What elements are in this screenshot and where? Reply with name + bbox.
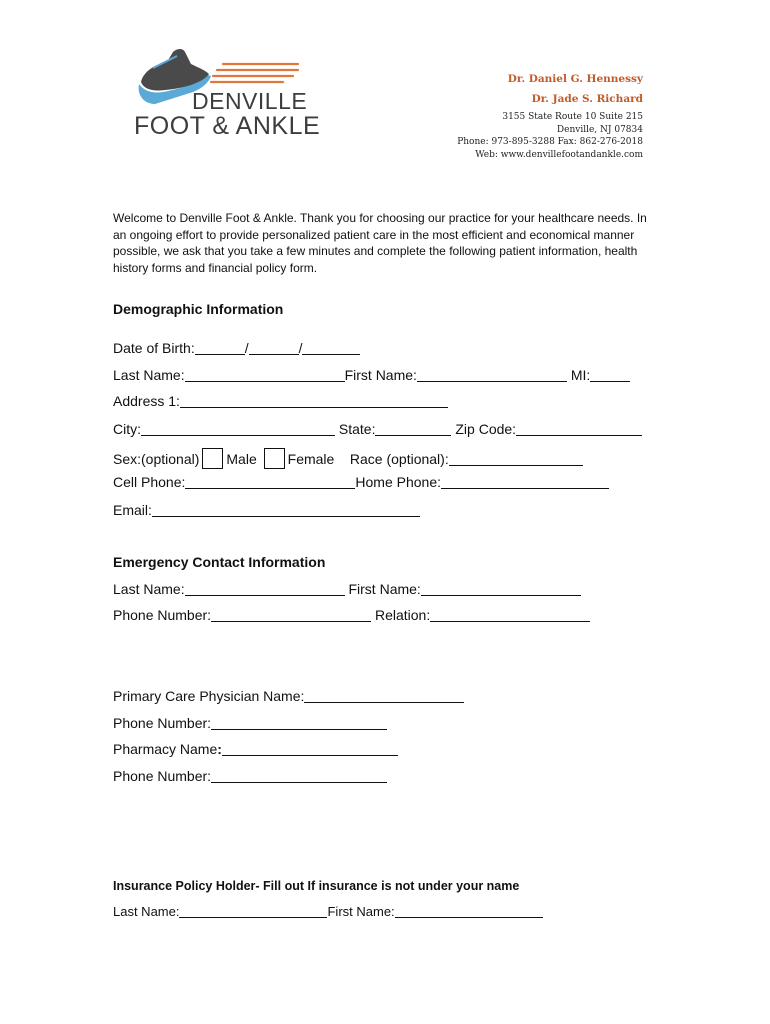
dob-slash-2: /: [298, 340, 303, 356]
cell-phone-field[interactable]: [185, 474, 355, 489]
city-row: [113, 421, 642, 437]
pcp-phone-label: Phone Number:: [113, 715, 212, 731]
dob-year-field[interactable]: [302, 340, 360, 355]
dob-day-field[interactable]: [249, 340, 299, 355]
home-phone-label: Home Phone:: [355, 474, 441, 490]
male-checkbox[interactable]: [202, 448, 223, 469]
emergency-section-title: Emergency Contact Information: [113, 554, 326, 570]
logo-line-denville: DENVILLE: [192, 88, 308, 114]
pharmacy-phone-field[interactable]: [211, 768, 387, 783]
emergency-phone-row: [113, 607, 590, 623]
doctor-name-1: Dr. Daniel G. Hennessy: [507, 73, 643, 85]
emergency-phone-field[interactable]: [211, 607, 371, 622]
pcp-phone-row: [113, 715, 387, 731]
pharmacy-phone-row: [113, 768, 387, 784]
phones-row: [113, 474, 609, 490]
pcp-label: Primary Care Physician Name:: [113, 688, 305, 704]
emergency-last-name-label: Last Name:: [113, 581, 185, 597]
first-name-field[interactable]: [417, 367, 567, 382]
dob-slash-1: /: [244, 340, 249, 356]
male-label: Male: [226, 451, 257, 467]
race-label: Race (optional):: [349, 451, 449, 467]
city-field[interactable]: [141, 421, 335, 436]
state-label: State:: [338, 421, 376, 437]
address-row: [113, 393, 448, 409]
pharmacy-row: [113, 741, 398, 757]
emergency-first-name-label: First Name:: [348, 581, 421, 597]
sex-label: Sex:(optional): [113, 451, 200, 467]
zip-field[interactable]: [516, 421, 642, 436]
insurance-last-name-field[interactable]: [179, 903, 327, 918]
pcp-phone-field[interactable]: [211, 715, 387, 730]
address-line-1: 3155 State Route 10 Suite 215: [502, 112, 643, 122]
race-field[interactable]: [449, 451, 583, 466]
pharmacy-colon: :: [217, 741, 222, 757]
first-name-label: First Name:: [344, 367, 417, 383]
pharmacy-field[interactable]: [222, 741, 398, 756]
website-line: Web: www.denvillefootandankle.com: [475, 149, 643, 160]
insurance-first-name-field[interactable]: [395, 903, 543, 918]
demographic-section-title: Demographic Information: [113, 301, 284, 317]
dob-month-field[interactable]: [195, 340, 245, 355]
last-name-field[interactable]: [185, 367, 345, 382]
dob-row: [113, 340, 360, 356]
email-label: Email:: [113, 502, 152, 518]
mi-field[interactable]: [590, 367, 630, 382]
pharmacy-label: Pharmacy Name: [113, 741, 218, 757]
emergency-last-name-field[interactable]: [185, 581, 345, 596]
cell-phone-label: Cell Phone:: [113, 474, 186, 490]
sex-race-row: [113, 448, 583, 469]
address1-field[interactable]: [180, 393, 448, 408]
doctor-name-2: Dr. Jade S. Richard: [531, 93, 643, 105]
welcome-paragraph: Welcome to Denville Foot & Ankle. Thank you for choosing our practice for your healthcare needs. In an ongoing effort to provide personalized patient care in the most efficient and economical manner possible, we ask that you take a few minutes and complete the following patient information, health history forms and financial policy form.: [113, 211, 647, 275]
emergency-phone-label: Phone Number:: [113, 607, 212, 623]
female-checkbox[interactable]: [264, 448, 285, 469]
mi-label: MI:: [570, 367, 591, 383]
email-row: [113, 502, 420, 518]
address-line-2: Denville, NJ 07834: [556, 124, 643, 135]
insurance-last-name-label: Last Name:: [113, 904, 180, 919]
address-block: [457, 111, 643, 161]
pharmacy-phone-label: Phone Number:: [113, 768, 212, 784]
emergency-name-row: [113, 581, 581, 597]
pcp-row: [113, 688, 464, 704]
state-field[interactable]: [375, 421, 451, 436]
zip-label: Zip Code:: [455, 421, 517, 437]
city-label: City:: [113, 421, 141, 437]
emergency-relation-label: Relation:: [374, 607, 431, 623]
female-label: Female: [287, 451, 335, 467]
emergency-first-name-field[interactable]: [421, 581, 581, 596]
insurance-section-title: Insurance Policy Holder- Fill out If insurance is not under your name: [113, 879, 520, 893]
address1-label: Address 1:: [113, 393, 180, 409]
phone-fax-line: Phone: 973-895-3288 Fax: 862-276-2018: [457, 137, 643, 147]
logo-line-foot-ankle: FOOT & ANKLE: [134, 112, 321, 140]
insurance-name-row: [113, 903, 543, 919]
last-name-label: Last Name:: [113, 367, 185, 383]
pcp-field[interactable]: [304, 688, 464, 703]
name-row: [113, 367, 630, 383]
home-phone-field[interactable]: [441, 474, 609, 489]
email-field[interactable]: [152, 502, 420, 517]
insurance-first-name-label: First Name:: [327, 904, 395, 919]
dob-label: Date of Birth:: [113, 340, 195, 356]
emergency-relation-field[interactable]: [430, 607, 590, 622]
